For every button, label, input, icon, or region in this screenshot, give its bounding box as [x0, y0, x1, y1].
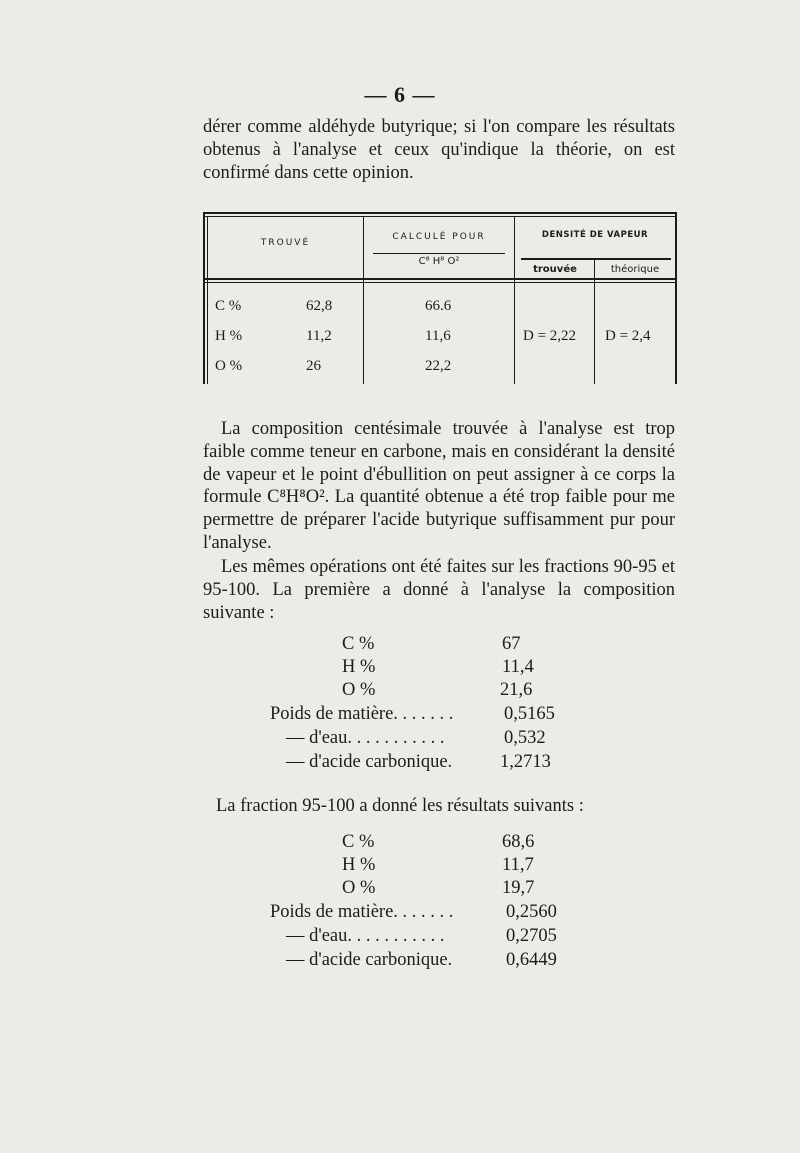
- table-left-border-inner: [207, 216, 208, 384]
- item-label: — d'eau. . . . . . . . . . .: [286, 728, 445, 748]
- header-trouvee: trouvée: [533, 264, 577, 275]
- item-label: Poids de matière. . . . . . .: [270, 704, 454, 724]
- row-label: O %: [215, 358, 243, 374]
- item-value: 21,6: [500, 680, 533, 700]
- header-rule: [205, 278, 675, 280]
- page-number: — 6 —: [364, 82, 436, 107]
- row-calc: 22,2: [425, 358, 452, 374]
- item-value: 0,2560: [506, 902, 557, 922]
- row-label: C %: [215, 298, 242, 314]
- table-top-border: [203, 212, 677, 214]
- item-value: 0,6449: [506, 950, 557, 970]
- item-value: 19,7: [502, 878, 535, 898]
- item-value: 0,2705: [506, 926, 557, 946]
- results-table: [203, 212, 677, 384]
- paragraph-fraction: La fraction 95-100 a donné les résultats suivants :: [216, 796, 584, 816]
- paragraph-composition-text: La composition centésimale trouvée à l'analyse est trop faible comme teneur en carbone, mais en considérant la densité de vapeur et le point d'ébullition on peut assigner à ce corps la formule C⁸H⁸O². La quantité obtenue a été trop faible pour me permettre de préparer l'acide butyrique suffisamment pur pour l'analyse.: [203, 419, 675, 553]
- header-calcule: CALCULÉ POUR: [392, 232, 486, 242]
- table-right-border: [675, 212, 677, 384]
- paragraph-operations: [203, 556, 675, 624]
- header-formula: C⁸ H⁸ O²: [418, 256, 460, 267]
- item-label: — d'acide carbonique.: [286, 752, 453, 772]
- item-value: 68,6: [502, 832, 535, 852]
- item-label: C %: [342, 832, 375, 852]
- col-divider-1: [363, 217, 364, 384]
- table-top-border-inner: [203, 216, 677, 217]
- item-label: — d'eau. . . . . . . . . . .: [286, 926, 445, 946]
- col-divider-2: [514, 217, 515, 384]
- item-value: 1,2713: [500, 752, 551, 772]
- row-calc: 66.6: [425, 298, 452, 314]
- item-label: O %: [342, 680, 376, 700]
- row-found: 62,8: [306, 298, 333, 314]
- item-label: H %: [342, 657, 376, 677]
- row-found: 11,2: [306, 328, 332, 344]
- calc-sub-rule: [373, 253, 505, 254]
- header-densite: DENSITÉ DE VAPEUR: [541, 230, 649, 240]
- item-label: H %: [342, 855, 376, 875]
- item-value: 0,5165: [504, 704, 555, 724]
- paragraph-operations-text: Les mêmes opérations ont été faites sur les fractions 90-95 et 95-100. La première a donné à l'analyse la composition suivante :: [203, 557, 675, 623]
- header-theorique: théorique: [610, 264, 660, 275]
- item-label: O %: [342, 878, 376, 898]
- item-value: 11,4: [502, 657, 534, 677]
- header-rule-inner: [205, 282, 675, 283]
- row-label: H %: [215, 328, 243, 344]
- density-theory: D = 2,4: [605, 328, 651, 344]
- paragraph-composition: [203, 418, 675, 555]
- row-found: 26: [306, 358, 321, 374]
- intro-paragraph: dérer comme aldéhyde butyrique; si l'on compare les résultats obtenus à l'analyse et ceux qu'indique la théorie, on est confirmé dans cette opinion.: [203, 117, 675, 183]
- density-found: D = 2,22: [523, 328, 577, 344]
- table-left-border: [203, 212, 205, 384]
- item-value: 0,532: [504, 728, 546, 748]
- density-sub-rule: [521, 258, 671, 260]
- header-trouve: TROUVÉ: [260, 238, 311, 248]
- row-calc: 11,6: [425, 328, 451, 344]
- item-value: 11,7: [502, 855, 534, 875]
- item-label: Poids de matière. . . . . . .: [270, 902, 454, 922]
- item-value: 67: [502, 634, 521, 654]
- item-label: — d'acide carbonique.: [286, 950, 453, 970]
- item-label: C %: [342, 634, 375, 654]
